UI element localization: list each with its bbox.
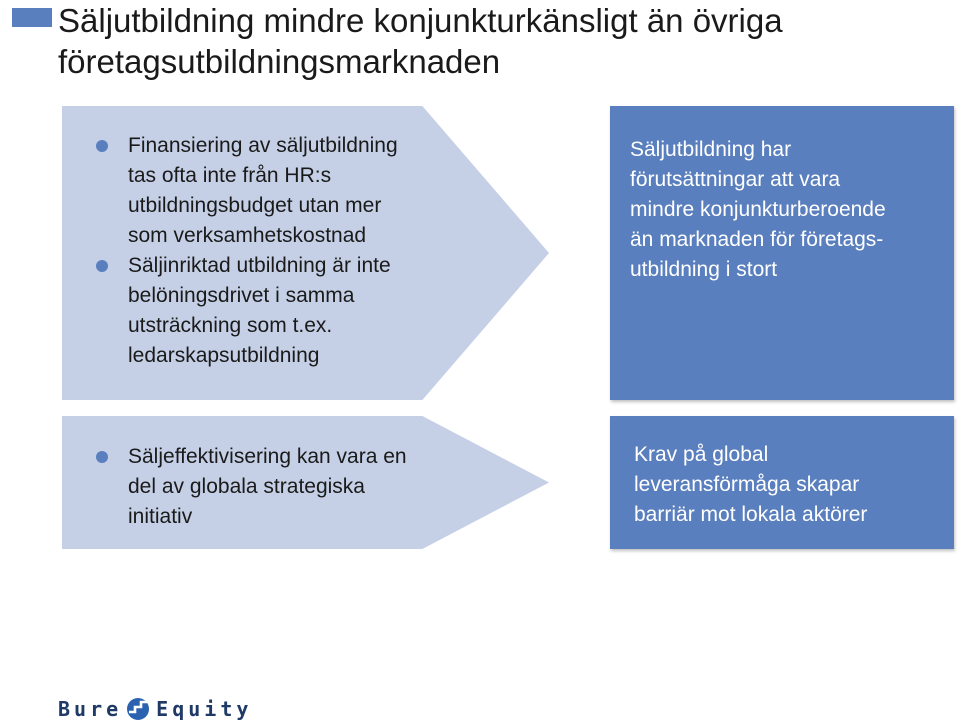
bure-equity-logo-icon [126,697,150,721]
title-marker [12,8,52,27]
box-line: mindre konjunkturberoende [630,198,886,221]
bullet-item-sales-efficiency [94,442,474,532]
box-line: förutsättningar att vara [630,168,841,191]
box-line: barriär mot lokala aktörer [634,503,868,526]
bullet-dot-icon [96,451,108,463]
bullet-line: utsträckning som t.ex. [128,314,333,337]
title-line-1: Säljutbildning mindre konjunkturkänsligt än övriga [58,2,783,39]
logo-text-equity: Equity [156,697,253,721]
title-line-2: företagsutbildningsmarknaden [58,43,501,80]
bullet-line: belöningsdrivet i samma [128,284,355,307]
bullet-dot-icon [96,140,108,152]
box-line: leveransförmåga skapar [634,473,860,496]
logo-text-bure: Bure [58,697,123,721]
bullet-line: tas ofta inte från HR:s [128,164,332,187]
bullet-line: initiativ [128,505,193,528]
bullet-line: ledarskapsutbildning [128,344,320,367]
bullet-line: Säljeffektivisering kan vara en [128,445,407,468]
bottom-bullet-list [94,442,474,532]
bullet-line: Säljinriktad utbildning är inte [128,254,391,277]
bullet-line: som verksamhetskostnad [128,224,367,247]
box-line: än marknaden för företags- [630,228,884,251]
bullet-line: Finansiering av säljutbildning [128,134,398,157]
bullet-dot-icon [96,260,108,272]
box-line: utbildning i stort [630,258,778,281]
top-conclusion-box [610,106,954,400]
bottom-conclusion-box [610,416,954,549]
box-line: Krav på global [634,443,769,466]
bullet-line: del av globala strategiska [128,475,365,498]
bullet-item-financing [94,131,434,251]
slide-title [58,0,948,82]
bure-equity-logo [58,696,252,722]
top-bullet-list [94,131,434,371]
bullet-item-sales-training [94,251,434,371]
bullet-line: utbildningsbudget utan mer [128,194,382,217]
box-line: Säljutbildning har [630,138,792,161]
